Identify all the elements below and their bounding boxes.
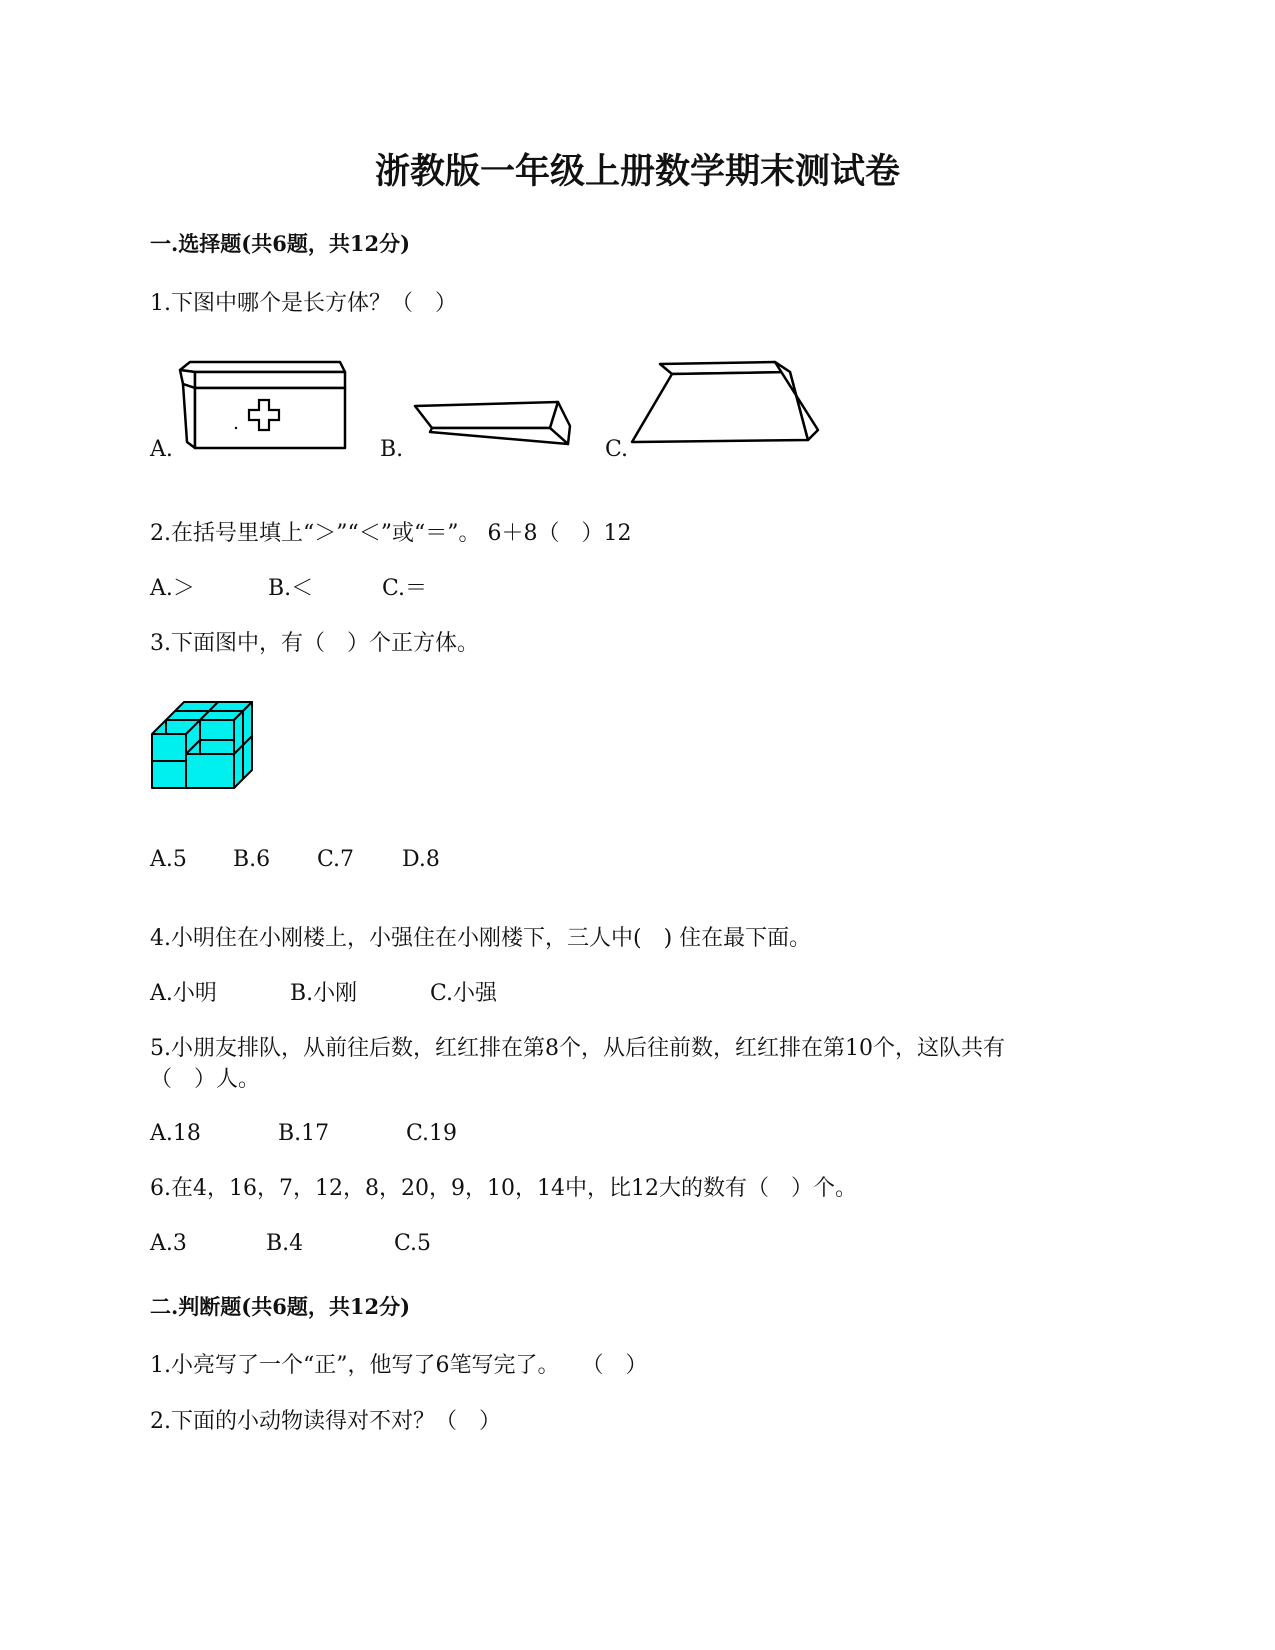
q6-option-c: C.5 (394, 1231, 432, 1256)
section-heading-choice: 一.选择题(共6题，共12分) (150, 231, 411, 256)
q1-option-a-label: A. (150, 437, 173, 462)
q2-option-a: A.＞ (150, 576, 195, 601)
flat-slab-figure (410, 400, 570, 460)
q5-option-c: C.19 (406, 1121, 458, 1146)
question-2-text: 2.在括号里填上“＞”“＜”或“＝”。 6＋8（ ）12 (150, 521, 632, 546)
question-4-text: 4.小明住在小刚楼上，小强住在小刚楼下，三人中( ) 住在最下面。 (150, 926, 812, 951)
q5-option-b: B.17 (278, 1121, 330, 1146)
question-5-text-line1: 5.小朋友排队，从前往后数，红红排在第8个，从后往前数，红红排在第10个，这队共有 (150, 1036, 1005, 1061)
question-6-text: 6.在4，16，7，12，8，20，9，10，14中，比12大的数有（ ）个。 (150, 1176, 857, 1201)
q3-option-c: C.7 (317, 847, 355, 872)
question-1-text: 1.下图中哪个是长方体？（ ） (150, 291, 457, 316)
q4-option-b: B.小刚 (290, 981, 358, 1006)
section-heading-judgment: 二.判断题(共6题，共12分) (150, 1294, 411, 1319)
page-title: 浙教版一年级上册数学期末测试卷 (374, 151, 900, 192)
trapezoid-prism-figure (630, 352, 820, 462)
q1-option-b-label: B. (380, 437, 404, 462)
judgment-question-2-text: 2.下面的小动物读得对不对？（ ） (150, 1409, 501, 1434)
q3-option-a: A.5 (150, 847, 187, 872)
q4-option-a: A.小明 (150, 981, 217, 1006)
q4-option-c: C.小强 (430, 981, 498, 1006)
medicine-box-figure (175, 360, 350, 460)
judgment-question-1-text: 1.小亮写了一个“正”，他写了6笔写完了。 （ ） (150, 1353, 648, 1378)
q5-option-a: A.18 (150, 1121, 201, 1146)
stacked-cubes-figure (150, 700, 260, 810)
question-3-text: 3.下面图中，有（ ）个正方体。 (150, 631, 479, 656)
q1-option-c-label: C. (605, 437, 629, 462)
q3-option-b: B.6 (233, 847, 271, 872)
q6-option-a: A.3 (150, 1231, 187, 1256)
q6-option-b: B.4 (266, 1231, 304, 1256)
question-5-text-line2: （ ）人。 (150, 1067, 261, 1092)
q2-option-b: B.＜ (268, 576, 314, 601)
q3-option-d: D.8 (402, 847, 440, 872)
q2-option-c: C.＝ (382, 576, 428, 601)
